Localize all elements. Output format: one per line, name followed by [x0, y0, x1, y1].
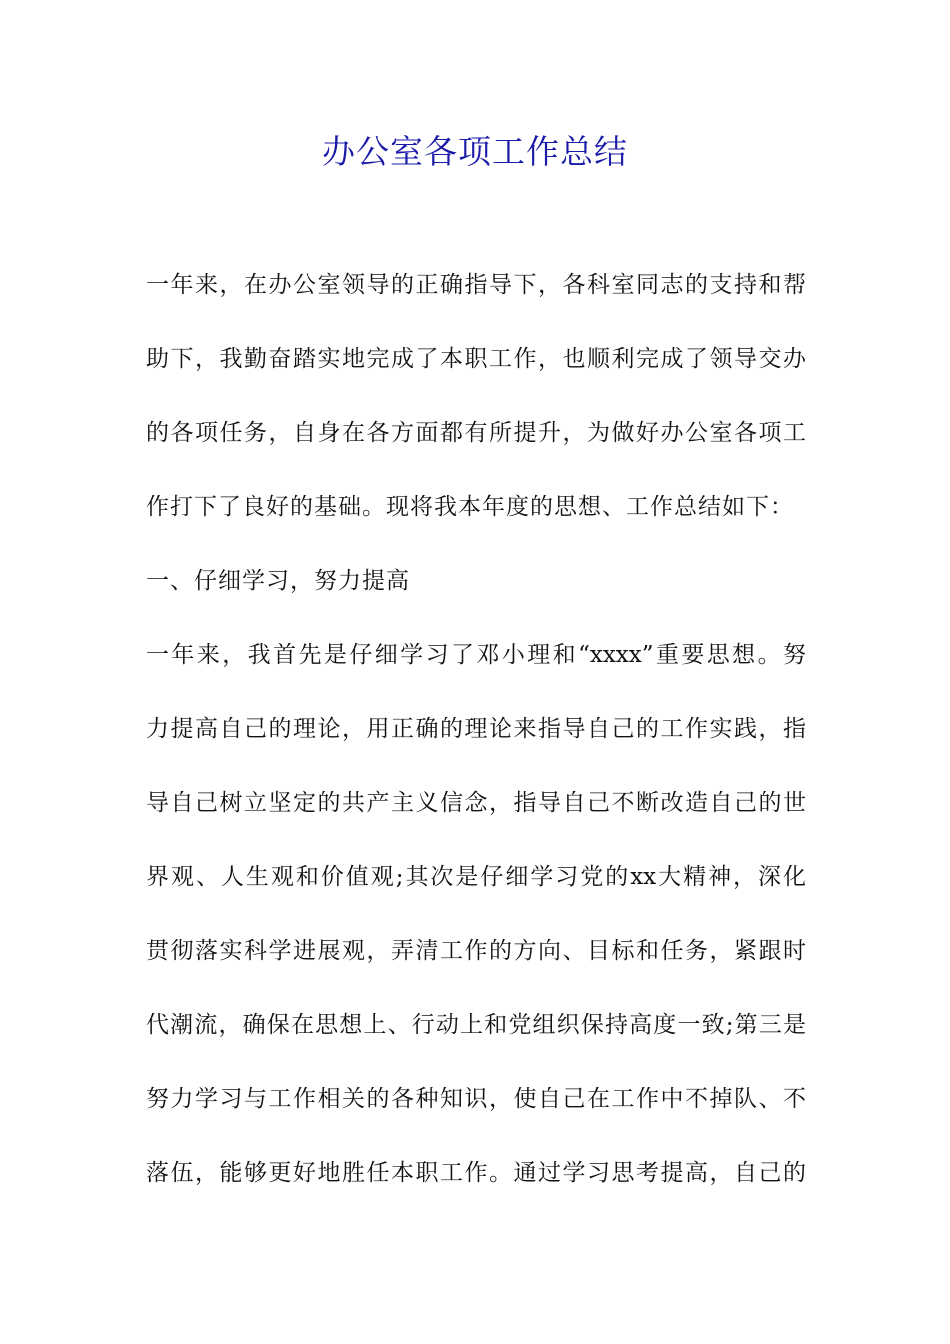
- paragraph-line: 努力学习与工作相关的各种知识，使自己在工作中不掉队、不: [146, 1086, 806, 1112]
- paragraph-line: 作打下了良好的基础。现将我本年度的思想、工作总结如下：: [146, 494, 794, 520]
- section-heading: 一、仔细学习，努力提高: [146, 568, 410, 594]
- paragraph-line: 的各项任务，自身在各方面都有所提升，为做好办公室各项工: [146, 420, 806, 446]
- paragraph-line: 导自己树立坚定的共产主义信念，指导自己不断改造自己的世: [146, 790, 806, 816]
- paragraph-line: 界观、人生观和价值观;其次是仔细学习党的xx大精神，深化: [146, 864, 806, 890]
- document-body: [146, 259, 806, 1221]
- paragraph-line: 贯彻落实科学进展观，弄清工作的方向、目标和任务，紧跟时: [146, 938, 806, 964]
- paragraph-line: 落伍，能够更好地胜任本职工作。通过学习思考提高，自己的: [146, 1160, 806, 1186]
- paragraph-line: 一年来，我首先是仔细学习了邓小理和“xxxx”重要思想。努: [146, 642, 806, 668]
- paragraph-line: 代潮流，确保在思想上、行动上和党组织保持高度一致;第三是: [146, 1012, 806, 1038]
- paragraph-line: 助下，我勤奋踏实地完成了本职工作，也顺利完成了领导交办: [146, 346, 806, 372]
- paragraph-line: 一年来，在办公室领导的正确指导下，各科室同志的支持和帮: [146, 272, 806, 298]
- paragraph-line: 力提高自己的理论，用正确的理论来指导自己的工作实践，指: [146, 716, 806, 742]
- document-title: 办公室各项工作总结: [322, 132, 628, 171]
